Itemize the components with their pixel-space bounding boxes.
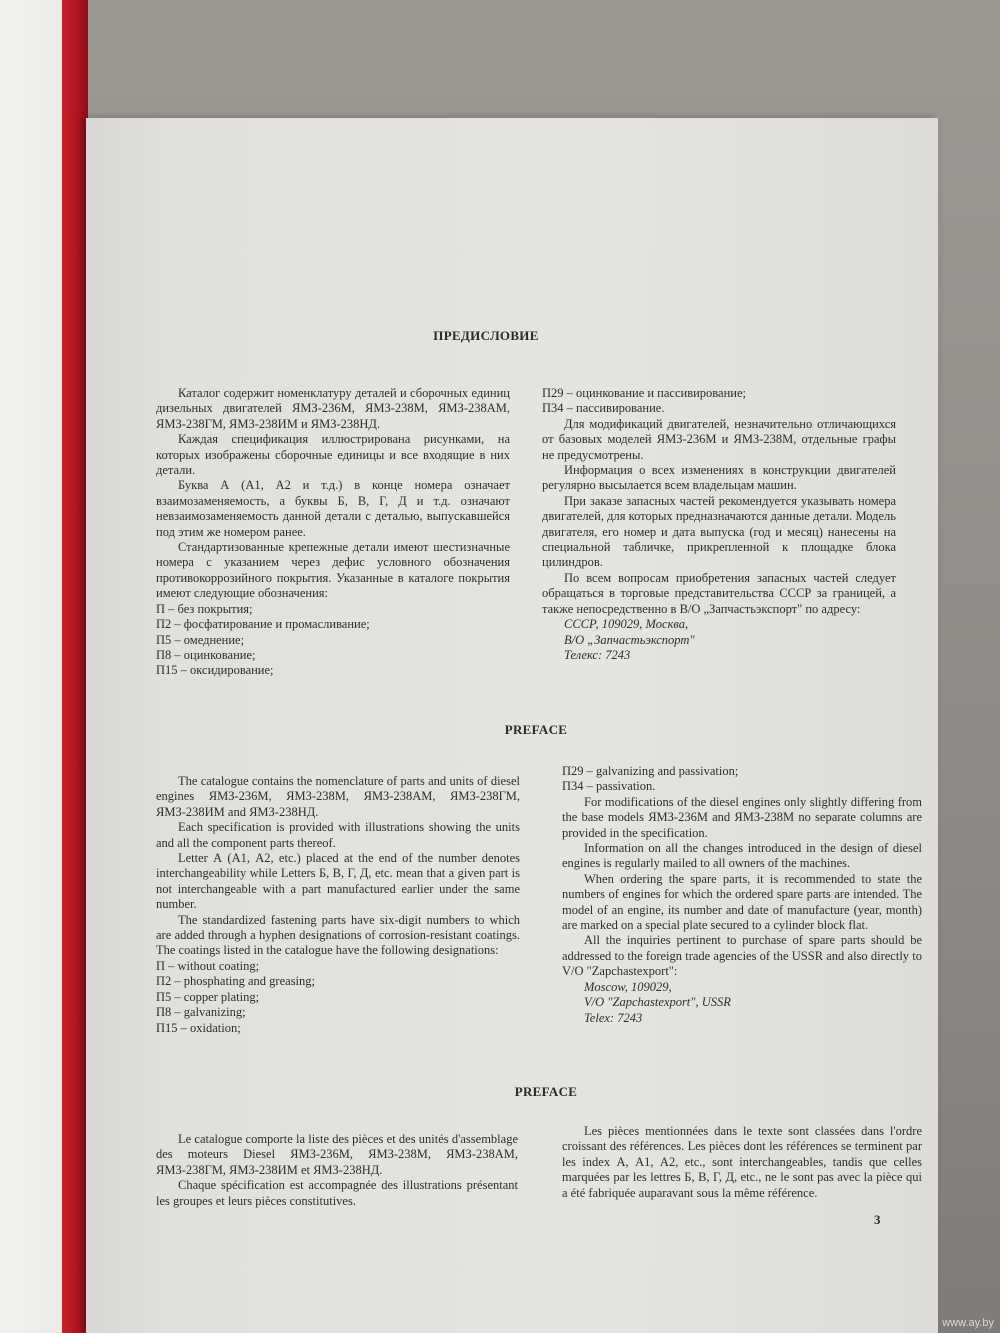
paragraph: Для модификаций двигателей, незначительно отличающихся от базовых моделей ЯМЗ-236М и ЯМЗ-238М, отдельные графы не предусмотрены. bbox=[542, 416, 896, 462]
address-line: Telex: 7243 bbox=[584, 1010, 643, 1025]
coating-item: П – without coating; bbox=[156, 958, 260, 973]
coating-item: П29 – оцинкование и пассивирование; bbox=[542, 386, 746, 400]
paragraph: For modifications of the diesel engines only slightly differing from the base models ЯМЗ-236М and ЯМЗ-238М no separate columns are provided in the specification. bbox=[562, 794, 922, 840]
paragraph: Буква А (А1, А2 и т.д.) в конце номера означает взаимозаменяемость, а буквы Б, В, Г, Д и т.д. означают невзаимозаменяемость данной детали с деталью, выпускавшейся под этим же номером ранее. bbox=[156, 478, 510, 539]
paragraph: The catalogue contains the nomenclature of parts and units of diesel engines ЯМЗ-236М, ЯМЗ-238М, ЯМЗ-238АМ, ЯМЗ-238ГМ, ЯМЗ-238ИМ and ЯМЗ-238НД. bbox=[156, 774, 520, 819]
address-line: Телекс: 7243 bbox=[564, 647, 631, 662]
paragraph: Информация о всех изменениях в конструкции двигателей регулярно высылается всем владельцам машин. bbox=[542, 463, 896, 493]
english-heading: PREFACE bbox=[504, 722, 568, 737]
coating-item: П – без покрытия; bbox=[156, 601, 253, 616]
book-cover-spine bbox=[62, 0, 88, 1333]
page-number: 3 bbox=[874, 1212, 881, 1227]
russian-right-column bbox=[542, 386, 896, 663]
address-line: СССР, 109029, Москва, bbox=[564, 617, 689, 632]
address-line: V/O "Zapchastexport", USSR bbox=[584, 995, 731, 1010]
paragraph: The standardized fastening parts have six-digit numbers to which are added through a hyphen designations of corrosion-resistant coatings. The coatings listed in the catalogue have the following designations: bbox=[156, 912, 520, 958]
russian-heading: ПРЕДИСЛОВИЕ bbox=[433, 328, 539, 343]
paragraph: Letter А (А1, А2, etc.) placed at the end of the number denotes interchangeability while Letters Б, В, Г, Д, etc. mean that a given part is not interchangeable with a part manufactured earlier under the same number. bbox=[156, 851, 520, 912]
address-line: Moscow, 109029, bbox=[584, 979, 672, 994]
coating-item: П5 – copper plating; bbox=[156, 989, 260, 1004]
paragraph: Le catalogue comporte la liste des pièces et des unités d'assemblage des moteurs Diesel ЯМЗ-236М, ЯМЗ-238М, ЯМЗ-238АМ, ЯМЗ-238ГМ, ЯМЗ-238ИМ et ЯМЗ-238НД. bbox=[156, 1132, 518, 1177]
french-heading: PREFACE bbox=[514, 1084, 578, 1099]
coating-item: П34 – пассивирование. bbox=[542, 401, 665, 416]
watermark: www.ay.by bbox=[942, 1317, 994, 1329]
french-left-column bbox=[156, 1132, 518, 1209]
english-right-column bbox=[562, 764, 922, 1026]
coating-item: П8 – galvanizing; bbox=[156, 1005, 246, 1020]
paragraph: Каталог содержит номенклатуру деталей и сборочных единиц дизельных двигателей ЯМЗ-236М, ЯМЗ-238М, ЯМЗ-238АМ, ЯМЗ-238ГМ, ЯМЗ-238ИМ и ЯМЗ-238НД. bbox=[156, 386, 510, 431]
coating-item: П5 – омеднение; bbox=[156, 632, 245, 647]
coating-item: П8 – оцинкование; bbox=[156, 647, 256, 662]
french-right-column bbox=[562, 1124, 922, 1201]
catalogue-page bbox=[86, 118, 938, 1333]
paragraph: Chaque spécification est accompagnée des illustrations présentant les groupes et leurs pièces constitutives. bbox=[156, 1178, 518, 1208]
coating-item: П2 – фосфатирование и промасливание; bbox=[156, 617, 370, 632]
paragraph: Стандартизованные крепежные детали имеют шестизначные номера с указанием через дефис условного обозначения противокоррозийного покрытия. Указанные в каталоге покрытия имеют следующие обозначения: bbox=[156, 540, 510, 601]
coating-item: П29 – galvanizing and passivation; bbox=[562, 764, 739, 778]
paragraph: Каждая спецификация иллюстрирована рисунками, на которых изображены сборочные единицы и все входящие в них детали. bbox=[156, 432, 510, 478]
paragraph: When ordering the spare parts, it is recommended to state the numbers of engines for which the ordered spare parts are intended. The model of an engine, its number and date of manufacture (year, month) are marked on a special plate secured to a cylinder block flat. bbox=[562, 871, 922, 933]
paragraph: Information on all the changes introduced in the design of diesel engines is regularly mailed to all owners of the machines. bbox=[562, 841, 922, 871]
russian-left-column bbox=[156, 386, 510, 679]
paragraph: При заказе запасных частей рекомендуется указывать номера двигателей, для которых предназначаются данные детали. Модель двигателя, его номер и дата выпуска (год и месяц) нанесены на специальной табличке, прикрепленной к площадке блока цилиндров. bbox=[542, 493, 896, 570]
english-left-column bbox=[156, 774, 520, 1036]
coating-item: П2 – phosphating and greasing; bbox=[156, 974, 316, 989]
coating-item: П34 – passivation. bbox=[562, 779, 656, 794]
coating-item: П15 – oxidation; bbox=[156, 1020, 241, 1035]
paragraph: Les pièces mentionnées dans le texte sont classées dans l'ordre croissant des références. Les pièces dont les références se terminent par les index А, А1, А2, etc., sont interchangeables, tandis que celles marquées par les lettres Б, В, Г, Д, etc., ne le sont pas avec la pièce qui a été fabriquée auparavant sous la même référence. bbox=[562, 1124, 922, 1200]
paragraph: Each specification is provided with illustrations showing the units and all the component parts thereof. bbox=[156, 820, 520, 850]
address-line: В/О „Запчастьэкспорт" bbox=[564, 632, 695, 647]
paragraph: All the inquiries pertinent to purchase of spare parts should be addressed to the foreign trade agencies of the USSR and also directly to V/O "Zapchastexport": bbox=[562, 933, 922, 979]
coating-item: П15 – оксидирование; bbox=[156, 663, 274, 678]
paragraph: По всем вопросам приобретения запасных частей следует обращаться в торговые представительства СССР за границей, а также непосредственно в В/О „Запчастьэкспорт" по адресу: bbox=[542, 570, 896, 616]
